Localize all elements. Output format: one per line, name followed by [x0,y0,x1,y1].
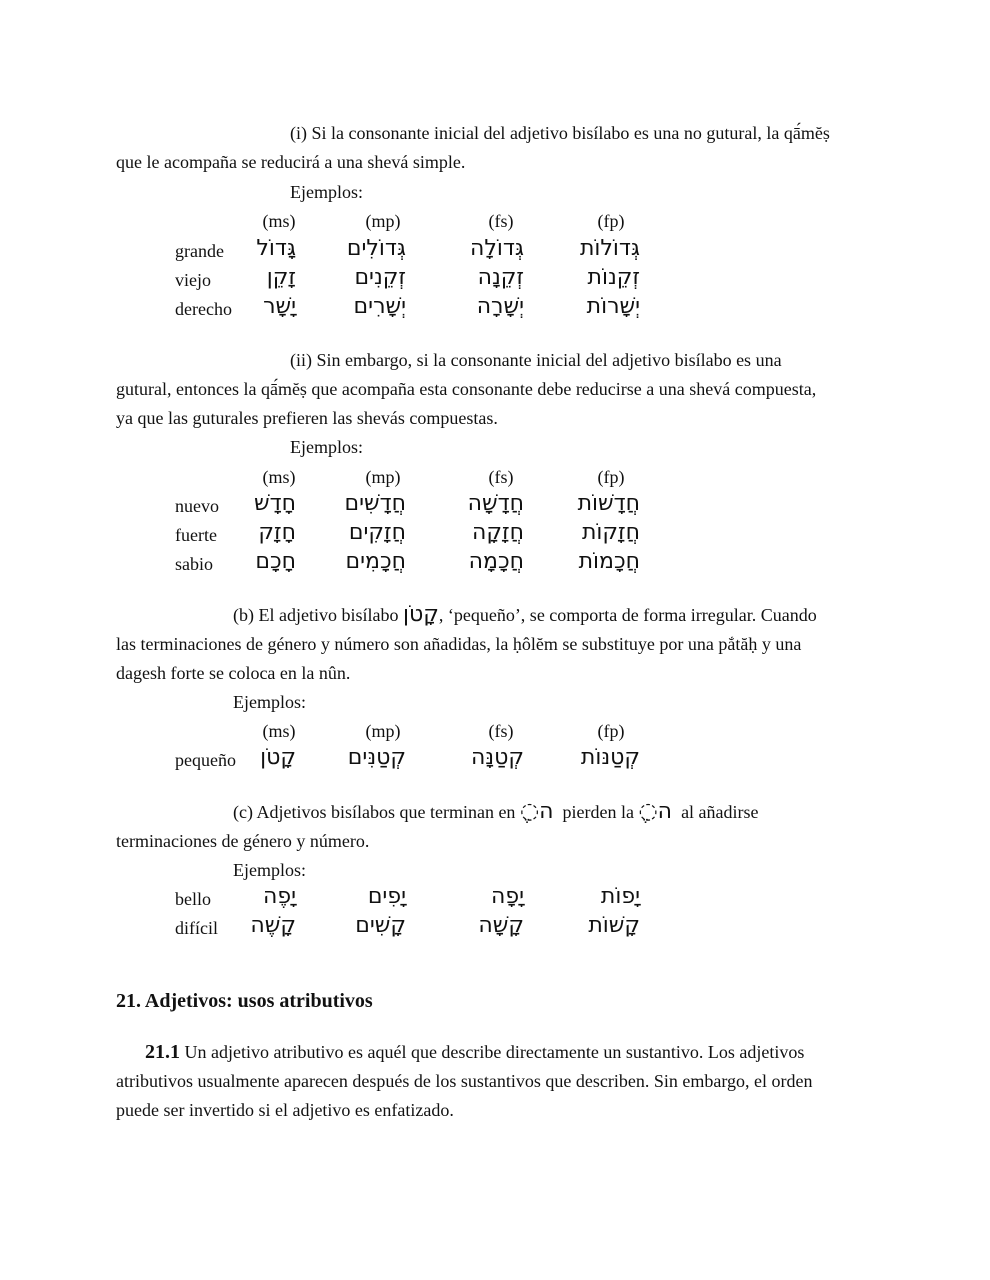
header-ms: (ms) [262,721,296,741]
section-ii-line-2: gutural, entonces la qā́mĕṣ que acompaña esta consonante debe reducirse a una shevá compuesta, [116,379,817,399]
section-c-line-1-pre: (c) Adjetivos bisílabos que terminan en [233,802,516,822]
paragraph-text: Un adjetivo atributivo es aquél que describe directamente un sustantivo. Los adjetivos [184,1042,805,1062]
section-ii-line-1: (ii) Sin embargo, si la consonante inicial del adjetivo bisílabo es una [290,350,782,370]
hebrew-form: חֲדָשׁוֹת [577,491,640,516]
hebrew-form: קְטַנּוֹת [580,745,640,770]
hebrew-word-qatan: קָטֹן [402,602,439,627]
section-heading: 21. Adjetivos: usos atributivos [116,990,373,1012]
hebrew-form: קָשׁוֹת [588,913,640,938]
row-label: difícil [175,918,218,938]
row-label: sabio [175,554,213,574]
header-mp: (mp) [365,211,401,231]
hebrew-form: גְּדוֹלִים [346,236,406,261]
row-label: grande [175,241,224,261]
hebrew-form: זְקֵנִים [354,265,406,290]
hebrew-form: גְּדוֹלוֹת [579,236,640,261]
hebrew-ending: ה◌ֶ [519,799,554,824]
section-b-line-1 [233,604,817,626]
section-b-line-1-post: , ‘pequeño’, se comporta de forma irregular. Cuando [438,605,817,625]
section-i-examples-label: Ejemplos: [290,182,363,202]
section-ii-line-3: ya que las guturales prefieren las shevás compuestas. [116,408,498,428]
hebrew-form: יָפָה [490,884,524,909]
section-c-examples-label: Ejemplos: [233,860,306,880]
header-fs: (fs) [488,211,514,231]
hebrew-form: חֲזָקָה [472,520,524,545]
hebrew-form: חֲדָשִׁים [344,491,406,516]
header-mp: (mp) [365,721,401,741]
section-c-line-1-post: al añadirse [681,802,759,822]
header-fp: (fp) [597,467,625,487]
hebrew-form: יָשָׁר [263,294,296,319]
section-i-line-2: que le acompaña se reducirá a una shevá simple. [116,152,466,172]
section-c-line-1 [233,801,759,823]
hebrew-form: חֲדָשָׁה [467,491,524,516]
section-b-line-3: dagesh forte se coloca en la nûn. [116,663,351,683]
hebrew-form: יְשָׁרוֹת [586,294,640,319]
hebrew-form: קְטַנִּים [347,745,406,770]
row-label: pequeño [175,750,236,770]
hebrew-form: יָפִים [367,884,406,909]
header-fs: (fs) [488,721,514,741]
hebrew-form: קָשָׁה [478,913,524,938]
hebrew-form: קָשֶׁה [250,913,296,938]
hebrew-form: יְשָׁרִים [353,294,406,319]
paragraph-21-1-line-1 [145,1041,804,1063]
header-ms: (ms) [262,467,296,487]
hebrew-form: קָשִׁים [355,913,406,938]
hebrew-form: חֲכָמִים [345,549,406,574]
hebrew-form: זְקֵנוֹת [587,265,640,290]
hebrew-form: זְקֵנָה [477,265,524,290]
header-fs: (fs) [488,467,514,487]
section-ii-examples-label: Ejemplos: [290,437,363,457]
hebrew-form: חָדָשׁ [254,491,296,516]
row-label: derecho [175,299,232,319]
section-b-line-1-pre: (b) El adjetivo bisílabo [233,605,399,625]
section-b-line-2: las terminaciones de género y número son añadidas, la ḥôlĕm se substituye por una pắtăḥ y una [116,634,802,654]
hebrew-form: חָזָק [258,520,296,545]
hebrew-ending: ה◌ֶ [638,799,673,824]
hebrew-form: חֲכָמָה [468,549,524,574]
row-label: nuevo [175,496,219,516]
row-label: bello [175,889,211,909]
header-mp: (mp) [365,467,401,487]
hebrew-form: יְשָׁרָה [476,294,524,319]
section-c-line-2: terminaciones de género y número. [116,831,370,851]
header-ms: (ms) [262,211,296,231]
section-i-line-1: (i) Si la consonante inicial del adjetivo bisílabo es una no gutural, la qā́mĕṣ [290,123,830,143]
header-fp: (fp) [597,211,625,231]
row-label: fuerte [175,525,217,545]
hebrew-form: גְּדוֹלָה [470,236,524,261]
hebrew-form: קָטֹן [260,745,296,770]
section-b-examples-label: Ejemplos: [233,692,306,712]
header-fp: (fp) [597,721,625,741]
row-label: viejo [175,270,211,290]
hebrew-form: יָפֶה [262,884,296,909]
hebrew-form: חֲזָקִים [348,520,406,545]
section-c-line-1-mid: pierden la [562,802,634,822]
hebrew-form: זָקֵן [266,265,296,290]
paragraph-number: 21.1 [145,1041,180,1063]
hebrew-form: חָכָם [255,549,296,574]
hebrew-form: קְטַנָּה [470,745,524,770]
paragraph-21-1-line-2: atributivos usualmente aparecen después de los sustantivos que describen. Sin embargo, el orden [116,1071,813,1091]
hebrew-form: חֲכָמוֹת [578,549,640,574]
hebrew-form: יָפוֹת [600,884,640,909]
paragraph-21-1-line-3: puede ser invertido si el adjetivo es enfatizado. [116,1100,454,1120]
hebrew-form: גָּדוֹל [256,236,296,261]
hebrew-form: חֲזָקוֹת [581,520,640,545]
